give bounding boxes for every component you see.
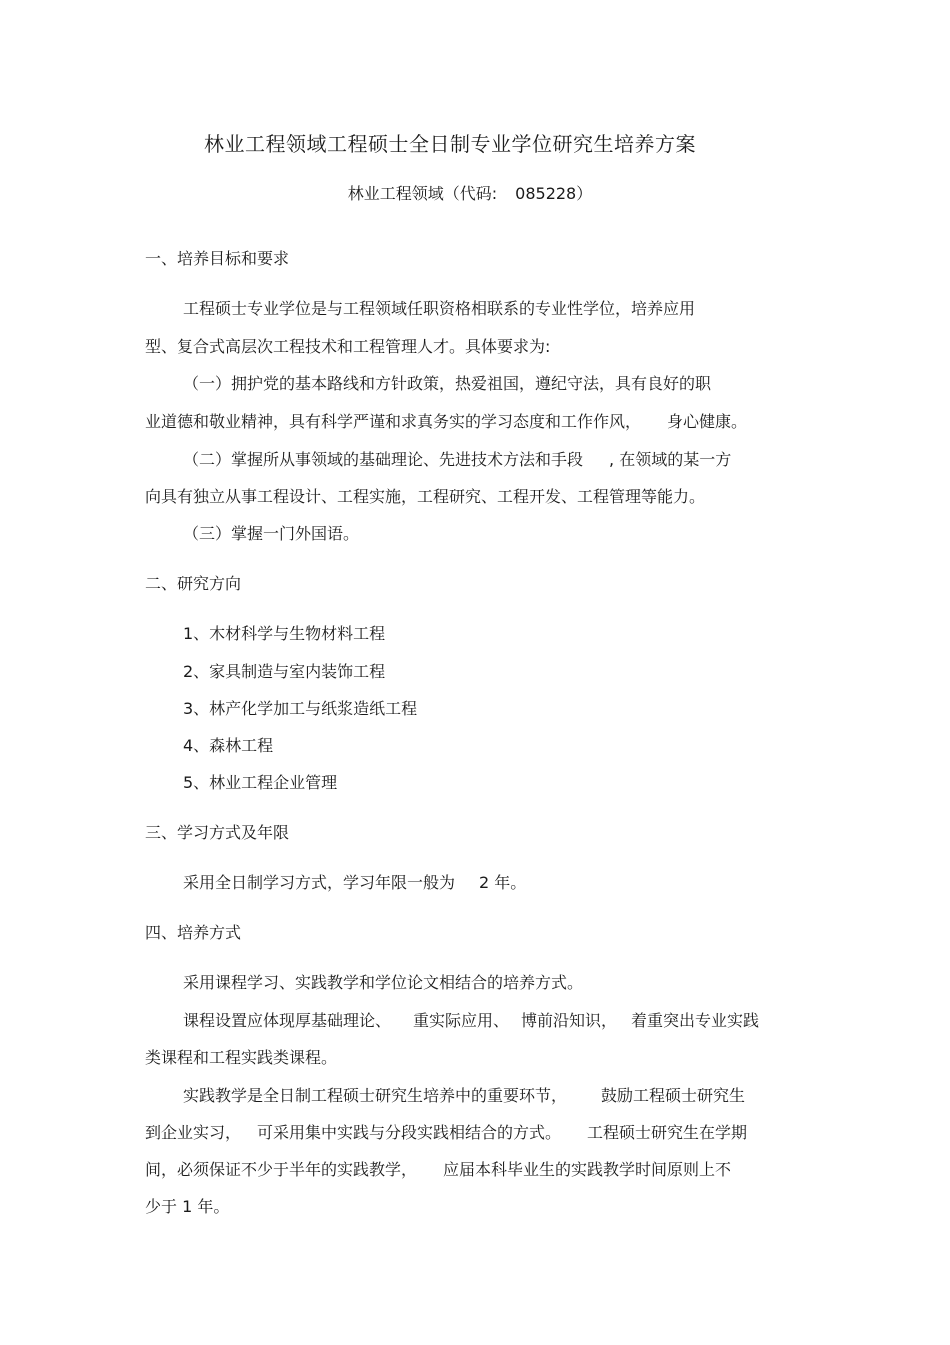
subtitle-code: 085228	[515, 184, 577, 203]
paragraph-line	[145, 1159, 731, 1181]
research-direction-item: 4、森林工程	[183, 736, 274, 755]
requirement-3-line: （三）掌握一门外国语。	[183, 524, 360, 543]
requirement-1-text: 业道德和敬业精神，具有科学严谨和求真务实的学习态度和工作作风，	[145, 412, 642, 431]
research-direction-item: 1、木材科学与生物材料工程	[183, 624, 386, 643]
document-title: 林业工程领域工程硕士全日制专业学位研究生培养方案	[204, 132, 696, 156]
paragraph-line	[183, 1010, 759, 1032]
study-mode-text: 采用全日制学习方式，学习年限一般为	[183, 873, 456, 892]
text-segment: 鼓励工程硕士研究生	[601, 1086, 746, 1105]
section-heading-2: 二、研究方向	[145, 574, 242, 593]
text-segment: 实践教学是全日制工程硕士研究生培养中的重要环节，	[183, 1086, 568, 1105]
text-segment: 到企业实习，	[145, 1123, 242, 1142]
text-segment: 重实际应用、	[413, 1011, 510, 1030]
text-segment: 课程设置应体现厚基础理论、	[183, 1011, 392, 1030]
text-segment: 可采用集中实践与分段实践相结合的方式。	[257, 1123, 562, 1142]
requirement-2-text: （二）掌握所从事领域的基础理论、先进技术方法和手段	[183, 450, 584, 469]
research-direction-item: 3、林产化学加工与纸浆造纸工程	[183, 699, 418, 718]
paragraph-line	[183, 1085, 745, 1107]
text-segment: 应届本科毕业生的实践教学时间原则上不	[443, 1160, 732, 1179]
requirement-1-line: （一）拥护党的基本路线和方针政策，热爱祖国，遵纪守法，具有良好的职	[183, 374, 712, 393]
paragraph-line: 少于 1 年。	[145, 1197, 230, 1216]
text-segment: 博前沿知识，	[521, 1011, 618, 1030]
study-mode-line	[183, 872, 526, 894]
requirement-1-line	[145, 411, 747, 433]
paragraph-line: 采用课程学习、实践教学和学位论文相结合的培养方式。	[183, 973, 584, 992]
requirement-2-line	[183, 449, 731, 471]
requirement-2-line: 向具有独立从事工程设计、工程实施，工程研究、工程开发、工程管理等能力。	[145, 487, 706, 506]
section-heading-3: 三、学习方式及年限	[145, 823, 290, 842]
paragraph-line: 类课程和工程实践类课程。	[145, 1048, 338, 1067]
paragraph-line	[145, 1122, 747, 1144]
section-heading-4: 四、培养方式	[145, 923, 242, 942]
text-segment: 着重突出专业实践	[631, 1011, 760, 1030]
requirement-2-text-cont: , 在领域的某一方	[609, 450, 732, 469]
paragraph-line: 工程硕士专业学位是与工程领域任职资格相联系的专业性学位，培养应用	[183, 299, 696, 318]
text-segment: 间，必须保证不少于半年的实践教学，	[145, 1160, 418, 1179]
subtitle-prefix: 林业工程领域（代码:	[347, 184, 498, 203]
text-segment: 工程硕士研究生在学期	[587, 1123, 748, 1142]
subtitle-suffix: ）	[576, 184, 593, 203]
research-direction-item: 2、家具制造与室内装饰工程	[183, 662, 386, 681]
section-heading-1: 一、培养目标和要求	[145, 249, 290, 268]
study-mode-years: 2 年。	[479, 873, 527, 892]
research-direction-item: 5、林业工程企业管理	[183, 773, 338, 792]
document-subtitle	[0, 181, 940, 204]
paragraph-line: 型、复合式高层次工程技术和工程管理人才。具体要求为:	[145, 337, 551, 356]
requirement-1-text-end: 身心健康。	[667, 412, 748, 431]
